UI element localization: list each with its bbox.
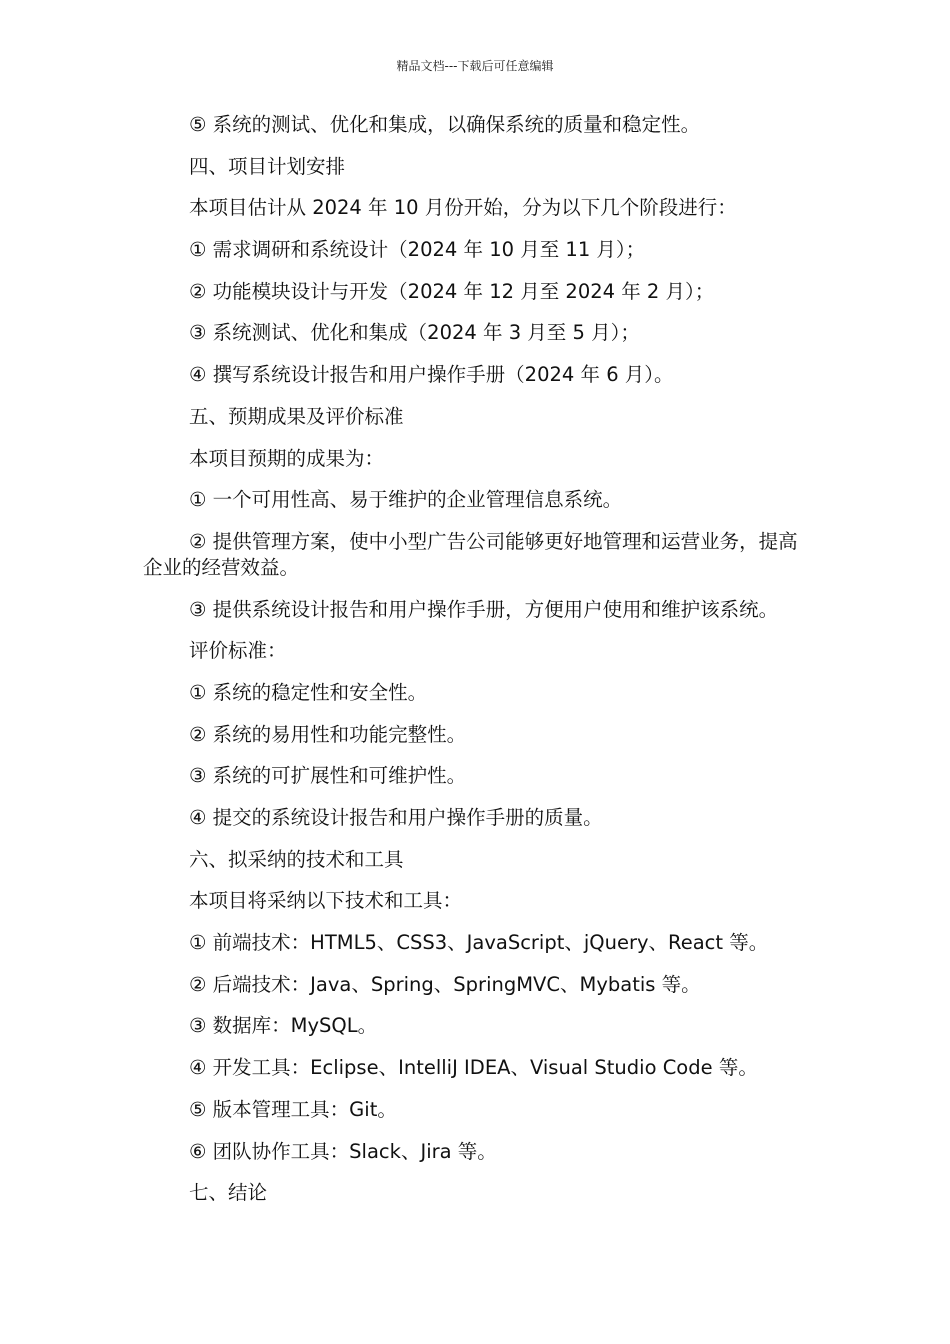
document-body [143, 112, 813, 1222]
list-item-criteria-2: ② 系统的易用性和功能完整性。 [189, 722, 467, 746]
list-item-result-3: ③ 提供系统设计报告和用户操作手册，方便用户使用和维护该系统。 [189, 597, 779, 621]
paragraph-tech-intro: 本项目将采纳以下技术和工具： [189, 889, 463, 913]
list-item-dev-tools: ④ 开发工具：Eclipse、IntelliJ IDEA、Visual Studio Code 等。 [189, 1056, 758, 1080]
paragraph-criteria-intro: 评价标准： [189, 639, 287, 663]
list-item-collaboration-tools: ⑥ 团队协作工具：Slack、Jira 等。 [189, 1139, 497, 1163]
list-item-system-testing: ⑤ 系统的测试、优化和集成，以确保系统的质量和稳定性。 [189, 113, 701, 136]
section-heading-expected-results: 五、预期成果及评价标准 [189, 404, 404, 428]
list-item-phase-1: ① 需求调研和系统设计（2024 年 10 月至 11 月）； [189, 238, 646, 262]
section-heading-tech-tools: 六、拟采纳的技术和工具 [189, 847, 404, 871]
paragraph-plan-intro: 本项目估计从 2024 年 10 月份开始，分为以下几个阶段进行： [189, 196, 737, 220]
list-item-frontend: ① 前端技术：HTML5、CSS3、JavaScript、jQuery、React 等。 [189, 931, 769, 955]
list-item-version-control: ⑤ 版本管理工具：Git。 [189, 1097, 397, 1121]
section-heading-conclusion: 七、结论 [189, 1181, 268, 1205]
list-item-criteria-1: ① 系统的稳定性和安全性。 [189, 680, 428, 704]
page-header: 精品文档---下载后可任意编辑 [396, 59, 554, 73]
paragraph-results-intro: 本项目预期的成果为： [189, 446, 385, 470]
list-item-result-1: ① 一个可用性高、易于维护的企业管理信息系统。 [189, 488, 623, 512]
list-item-criteria-3: ③ 系统的可扩展性和可维护性。 [189, 764, 467, 788]
list-item-phase-4: ④ 撰写系统设计报告和用户操作手册（2024 年 6 月）。 [189, 363, 674, 387]
list-item-database: ③ 数据库：MySQL。 [189, 1014, 378, 1038]
list-item-phase-3: ③ 系统测试、优化和集成（2024 年 3 月至 5 月）； [189, 321, 640, 345]
list-item-backend: ② 后端技术：Java、Spring、SpringMVC、Mybatis 等。 [189, 972, 701, 996]
list-item-criteria-4: ④ 提交的系统设计报告和用户操作手册的质量。 [189, 806, 603, 829]
list-item-phase-2: ② 功能模块设计与开发（2024 年 12 月至 2024 年 2 月）； [189, 279, 715, 303]
section-heading-project-plan: 四、项目计划安排 [189, 154, 346, 178]
list-item-result-2: ② 提供管理方案，使中小型广告公司能够更好地管理和运营业务，提高企业的经营效益。 [143, 529, 798, 579]
